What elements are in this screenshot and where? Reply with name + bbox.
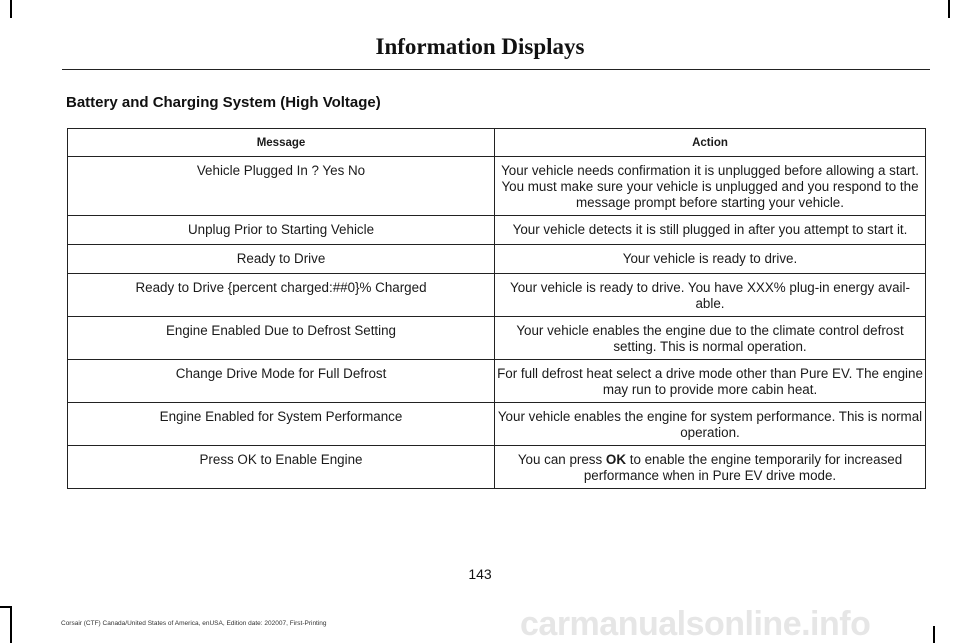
action-cell: For full defrost heat select a drive mode other than Pure EV. The engine may run to provide more cabin heat. xyxy=(495,360,926,403)
action-cell: Your vehicle needs confirmation it is unplugged before allowing a start. You must make sure your vehicle is unplugged and you respond to the message prompt before starting your vehicle. xyxy=(495,157,926,216)
message-cell: Ready to Drive {percent charged:##0}% Charged xyxy=(68,274,495,317)
page-number: 143 xyxy=(468,566,492,582)
message-cell: Engine Enabled for System Performance xyxy=(68,403,495,446)
messages-table xyxy=(67,128,926,489)
action-text-before: You can press xyxy=(517,452,606,467)
header-divider xyxy=(62,69,930,70)
action-cell: Your vehicle enables the engine for system performance. This is normal operation. xyxy=(495,403,926,446)
crop-mark-top-left xyxy=(10,0,12,18)
action-cell: Your vehicle is ready to drive. xyxy=(495,245,926,274)
crop-mark-top-right xyxy=(948,0,950,18)
action-cell xyxy=(495,446,926,489)
table-row xyxy=(68,157,926,216)
message-cell: Engine Enabled Due to Defrost Setting xyxy=(68,317,495,360)
table-header-row xyxy=(68,129,926,157)
section-title: Battery and Charging System (High Voltage) xyxy=(66,94,381,111)
column-header-action: Action xyxy=(495,129,926,157)
table-row xyxy=(68,446,926,489)
message-cell: Unplug Prior to Starting Vehicle xyxy=(68,216,495,245)
table-row xyxy=(68,245,926,274)
message-cell: Press OK to Enable Engine xyxy=(68,446,495,489)
watermark: carmanualsonline.info xyxy=(520,605,871,643)
table-row xyxy=(68,360,926,403)
column-header-message: Message xyxy=(68,129,495,157)
table-row xyxy=(68,216,926,245)
page-header-title: Information Displays xyxy=(375,34,585,59)
crop-mark-bottom-right-v xyxy=(933,626,935,643)
message-cell: Ready to Drive xyxy=(68,245,495,274)
action-cell: Your vehicle is ready to drive. You have XXX% plug-in energy avail-able. xyxy=(495,274,926,317)
action-text-after: to enable the engine temporarily for increased performance when in Pure EV drive mode. xyxy=(583,452,903,483)
crop-mark-bottom-left-h xyxy=(0,606,12,608)
ok-button-keyword: OK xyxy=(605,452,626,467)
message-cell: Vehicle Plugged In ? Yes No xyxy=(68,157,495,216)
action-cell: Your vehicle enables the engine due to the climate control defrost setting. This is normal operation. xyxy=(495,317,926,360)
table-row xyxy=(68,403,926,446)
crop-mark-bottom-left-v xyxy=(10,606,12,643)
table-row xyxy=(68,274,926,317)
message-cell: Change Drive Mode for Full Defrost xyxy=(68,360,495,403)
edition-footer: Corsair (CTF) Canada/United States of America, enUSA, Edition date: 202007, First-Printing xyxy=(61,620,327,627)
table-row xyxy=(68,317,926,360)
action-cell: Your vehicle detects it is still plugged in after you attempt to start it. xyxy=(495,216,926,245)
